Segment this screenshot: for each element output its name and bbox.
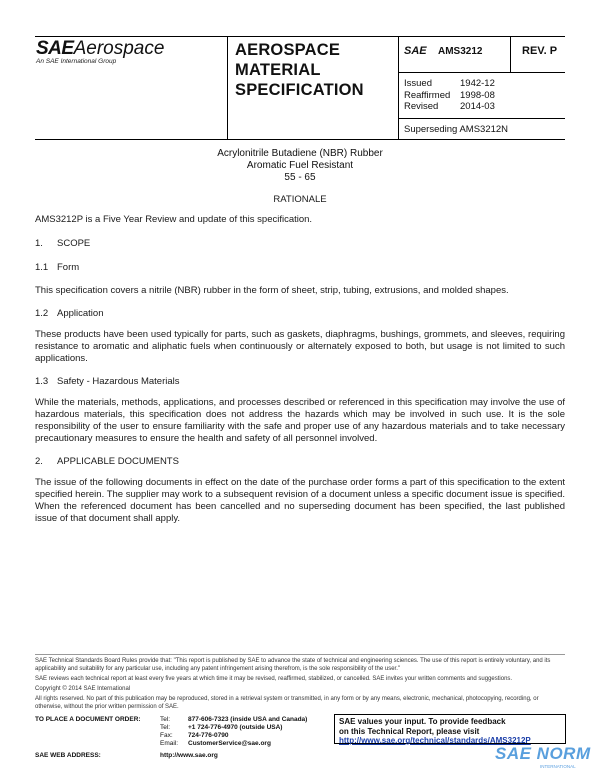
section-1-1-heading: 1.1 Form <box>35 262 80 273</box>
contact-row: Fax: 724-776-0790 <box>160 732 229 739</box>
contact-row: Email: CustomerService@sae.org <box>160 740 271 747</box>
section-1-2-heading: 1.2 Application <box>35 308 104 319</box>
section-1-2-text: These products have been used typically for parts, such as gaskets, diaphragms, bushings, grommets, and sleeves, requiring resistance to aromatic and aliphatic fuels when continuously or alternately exposed to both, but usage is not limited to such applications. <box>35 329 565 364</box>
superseding-note: Superseding AMS3212N <box>404 124 509 135</box>
order-label: TO PLACE A DOCUMENT ORDER: <box>35 716 141 723</box>
footer-rule <box>35 654 565 655</box>
footer-fine-print-1: SAE Technical Standards Board Rules provide that: "This report is published by SAE to advance the state of technical and engineering sciences. The use of this report is entirely voluntary, and its applicability and suitability for any particular use, including any patent infringement arising therefrom, is the sole responsibility of the user." <box>35 658 551 672</box>
contact-list <box>160 716 330 748</box>
contact-fax: 724-776-0790 <box>188 732 229 739</box>
document-type <box>235 40 364 100</box>
feedback-line-1: SAE values your input. To provide feedback <box>339 717 506 726</box>
header-bottom-border <box>35 139 565 140</box>
header-divider-1 <box>227 36 228 139</box>
document-title <box>150 148 450 184</box>
footer-fine-print-2: SAE reviews each technical report at least every five years at which time it may be revised, reaffirmed, stabilized, or cancelled. SAE invites your written comments and suggestions. <box>35 676 513 682</box>
contact-phone-us[interactable]: 877-606-7323 (inside USA and Canada) <box>188 716 308 723</box>
doc-type-line: AEROSPACE <box>235 41 341 59</box>
feedback-link[interactable]: http://www.sae.org/technical/standards/AMS3212P <box>339 736 531 745</box>
section-1-1-text: This specification covers a nitrile (NBR) rubber in the form of sheet, strip, tubing, extrusions, and molded shapes. <box>35 285 509 296</box>
rationale-text: AMS3212P is a Five Year Review and update of this specification. <box>35 214 313 225</box>
doc-type-line: SPECIFICATION <box>235 81 364 99</box>
header-divider-3 <box>510 36 511 72</box>
contact-row: Tel: 877-606-7323 (inside USA and Canada) <box>160 716 308 723</box>
section-1-3-heading: 1.3 Safety - Hazardous Materials <box>35 376 180 387</box>
feedback-box <box>334 714 566 744</box>
sae-norm-watermark: SAE NORM <box>495 744 591 763</box>
date-row-issued: Issued 1942-12 <box>404 78 495 89</box>
title-line: Acrylonitrile Butadiene (NBR) Rubber <box>217 148 383 159</box>
footer-rights: All rights reserved. No part of this publication may be reproduced, stored in a retrieval system or transmitted, in any form or by any means, electronic, mechanical, photocopying, recording, or otherwise, without the prior written permission of SAE. <box>35 696 539 710</box>
web-address-text[interactable]: http://www.sae.org <box>160 752 218 759</box>
sae-badge: SAE <box>404 45 427 57</box>
logo-aerospace-text: Aerospace <box>73 38 165 59</box>
doc-type-line: MATERIAL <box>235 61 321 79</box>
feedback-line-2: on this Technical Report, please visit <box>339 726 480 736</box>
watermark-subtitle: INTERNATIONAL <box>540 764 576 769</box>
web-label: SAE WEB ADDRESS: <box>35 752 101 759</box>
date-row-reaffirmed: Reaffirmed 1998-08 <box>404 89 495 101</box>
rationale-heading: RATIONALE <box>273 194 327 205</box>
footer-copyright: Copyright © 2014 SAE International <box>35 686 131 692</box>
title-line: Aromatic Fuel Resistant <box>246 160 354 171</box>
header-top-border <box>35 36 565 37</box>
section-2-text: The issue of the following documents in effect on the date of the purchase order forms a part of this specification to the extent specified herein. The supplier may work to a subsequent revision of a document unless a specific document issue is specified. When the referenced document has been cancelled and no superseding document has been specified, the last published issue of that document shall apply. <box>35 477 565 524</box>
contact-email-link[interactable]: CustomerService@sae.org <box>188 740 271 747</box>
revision-label: REV. P <box>522 45 558 57</box>
header-inner-line-2 <box>398 118 565 119</box>
logo-sae-text: SAE <box>36 38 74 59</box>
web-address-link[interactable] <box>160 752 218 760</box>
date-row-revised: Revised 2014-03 <box>404 101 495 112</box>
section-2-heading: 2. APPLICABLE DOCUMENTS <box>35 456 179 467</box>
document-number: AMS3212 <box>438 46 483 57</box>
header-inner-line <box>398 72 565 73</box>
section-1-3-text: While the materials, methods, applications, and processes described or referenced in this specification may involve the use of hazardous materials, this specification does not address the hazards which may be involved in such use. It is the sole responsibility of the user to ensure familiarity with the safe and proper use of any hazardous materials and to take necessary precautionary measures to ensure the health and safety of all personnel involved. <box>35 397 565 444</box>
logo-subtitle: An SAE International Group <box>36 58 117 65</box>
header-divider-2 <box>398 36 399 139</box>
contact-phone-intl[interactable]: +1 724-776-4970 (outside USA) <box>188 724 283 731</box>
sae-aerospace-logo <box>36 38 164 60</box>
title-line: 55 - 65 <box>284 172 316 183</box>
section-1-heading: 1. SCOPE <box>35 238 91 249</box>
date-block <box>404 78 495 113</box>
contact-row: Tel: +1 724-776-4970 (outside USA) <box>160 724 283 731</box>
